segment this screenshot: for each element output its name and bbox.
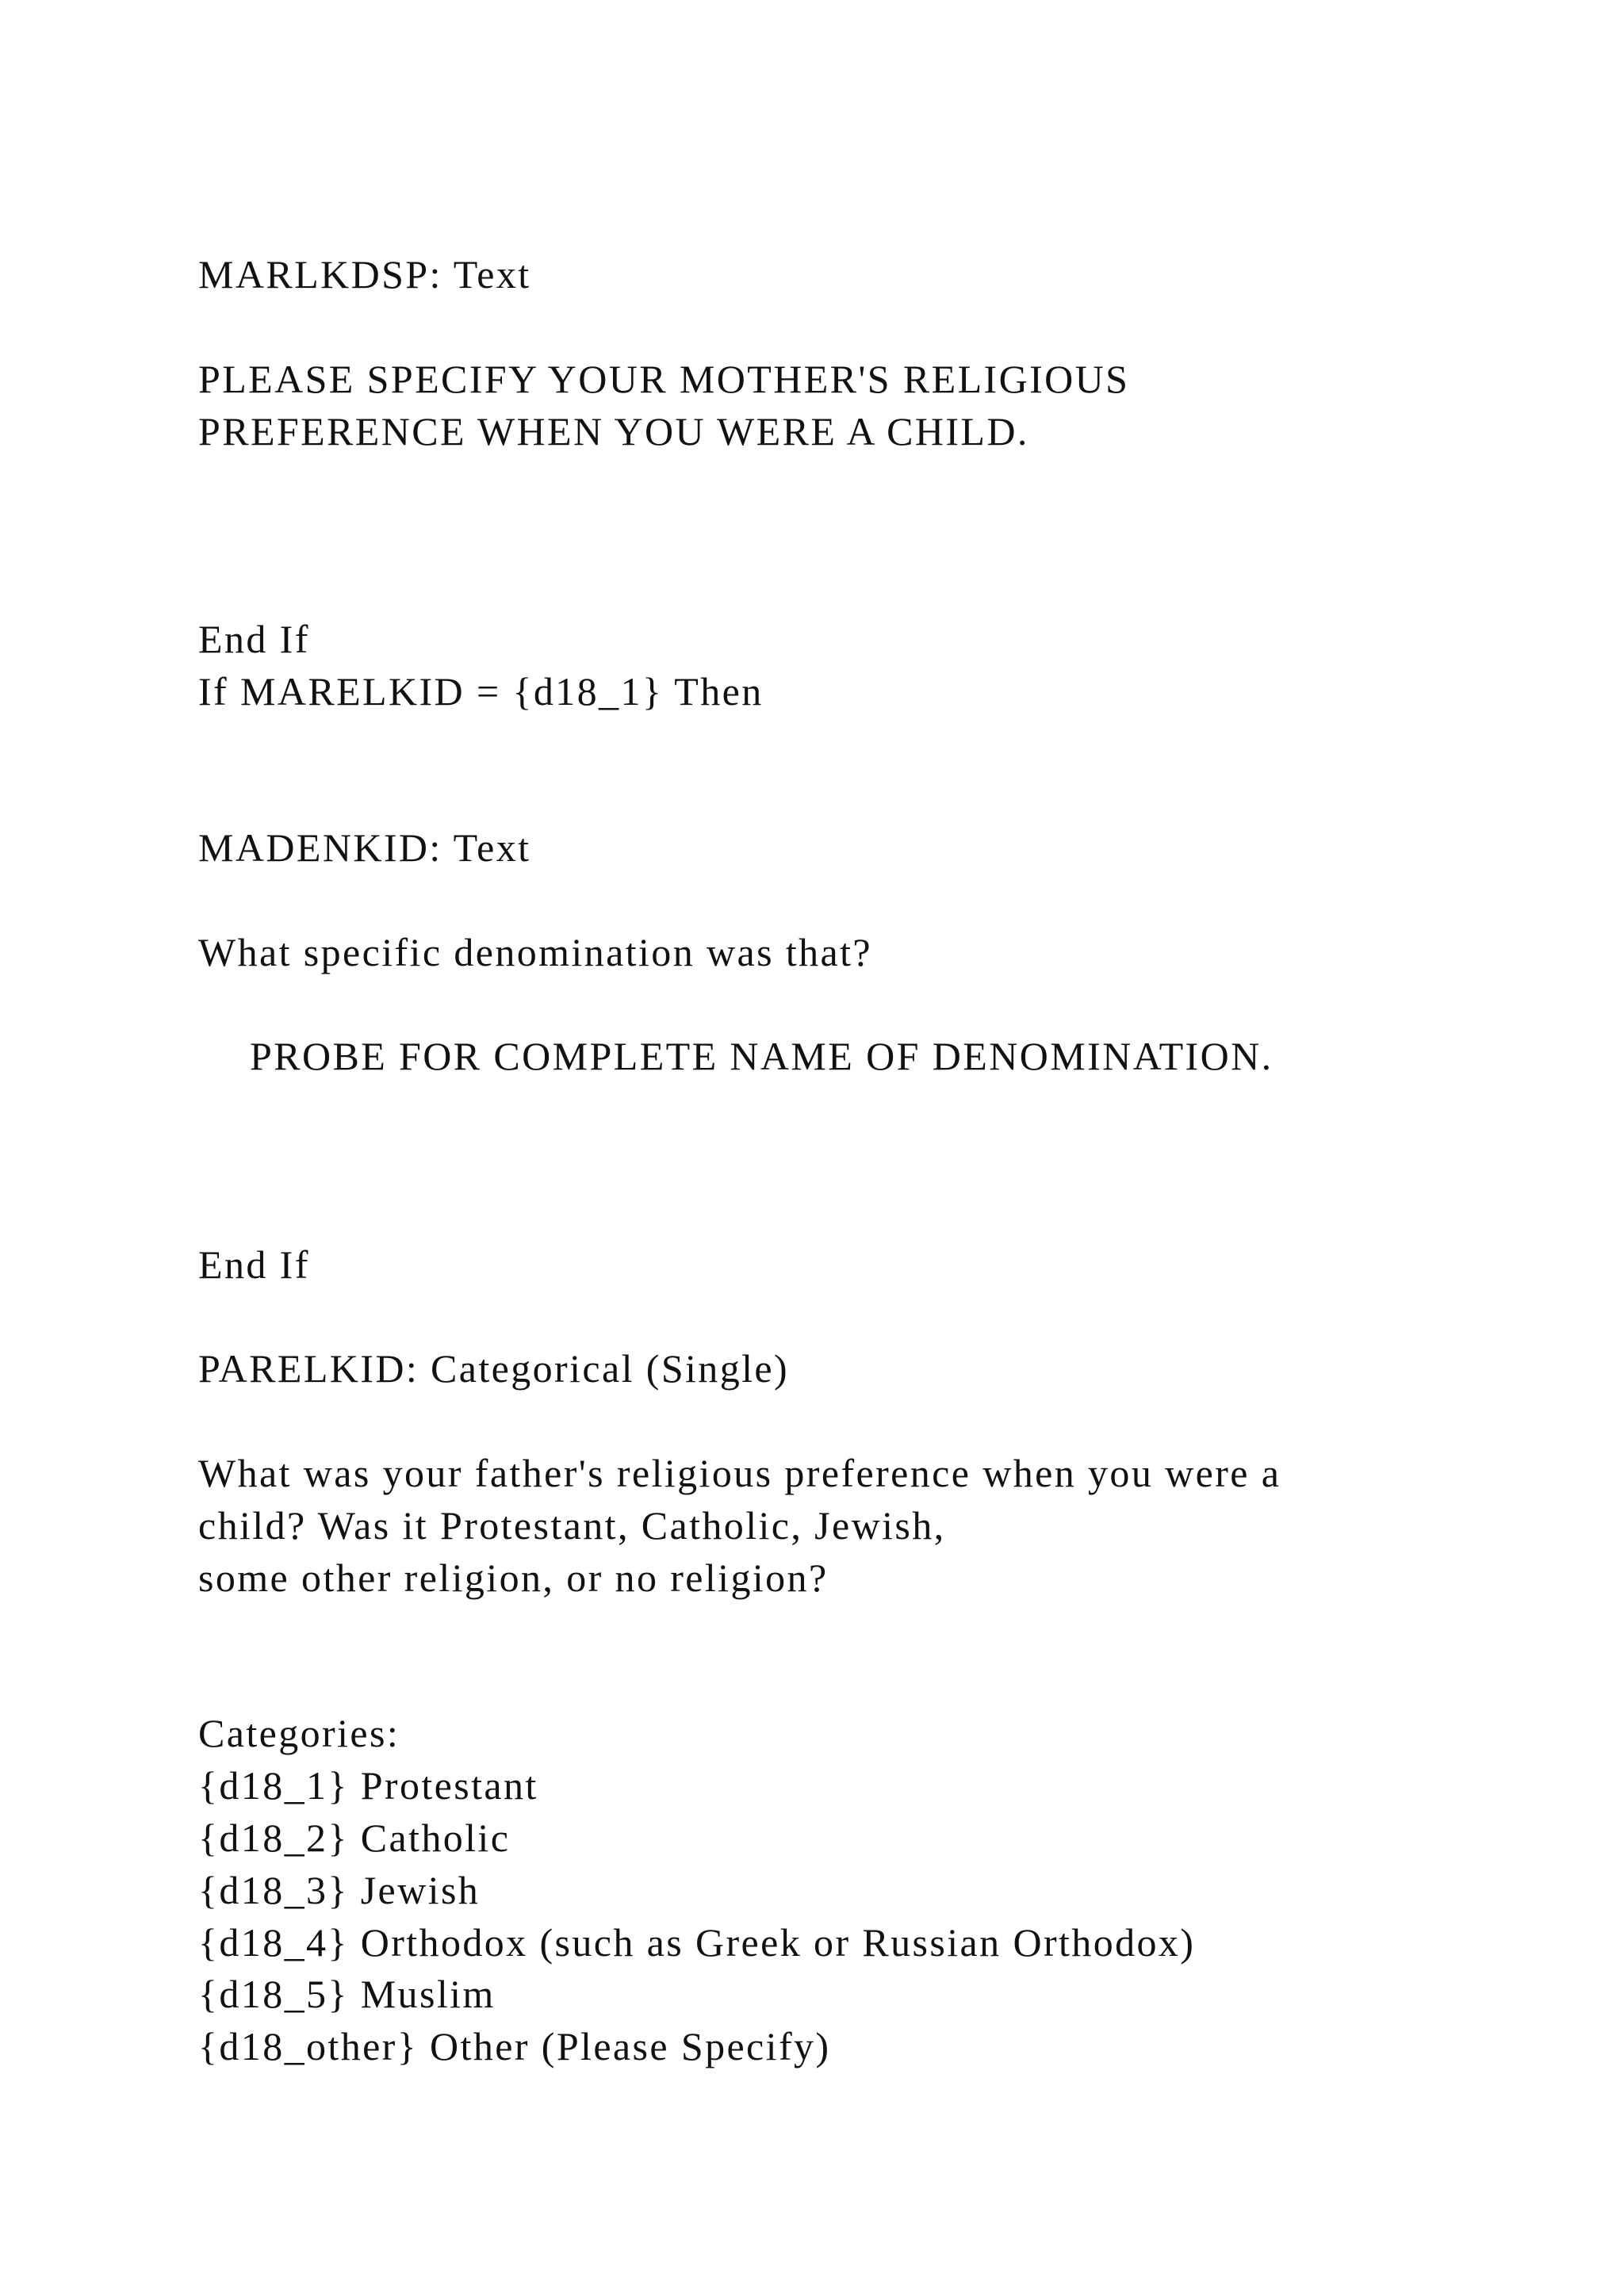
category-item: {d18_3} Jewish	[198, 1868, 481, 1912]
marlkdsp-question-line: PLEASE SPECIFY YOUR MOTHER'S RELIGIOUS	[198, 357, 1130, 401]
category-item: {d18_5} Muslim	[198, 1972, 496, 2016]
categories-label: Categories:	[198, 1711, 400, 1755]
madenkid-question: What specific denomination was that?	[198, 930, 873, 974]
category-item: {d18_4} Orthodox (such as Greek or Russian Orthodox)	[198, 1920, 1196, 1965]
parelkid-header: PARELKID: Categorical (Single)	[198, 1346, 790, 1391]
madenkid-probe: PROBE FOR COMPLETE NAME OF DENOMINATION.	[250, 1034, 1274, 1078]
category-item: {d18_other} Other (Please Specify)	[198, 2024, 831, 2068]
condition-statement: If MARELKID = {d18_1} Then	[198, 669, 764, 714]
parelkid-question-line: some other religion, or no religion?	[198, 1556, 829, 1600]
marlkdsp-question-line: PREFERENCE WHEN YOU WERE A CHILD.	[198, 409, 1029, 453]
parelkid-question-line: What was your father's religious preference when you were a	[198, 1451, 1281, 1495]
parelkid-question-line: child? Was it Protestant, Catholic, Jewish,	[198, 1503, 946, 1548]
madenkid-header: MADENKID: Text	[198, 825, 531, 870]
category-item: {d18_2} Catholic	[198, 1816, 511, 1860]
end-if: End If	[198, 617, 310, 661]
category-item: {d18_1} Protestant	[198, 1763, 538, 1808]
marlkdsp-header: MARLKDSP: Text	[198, 252, 531, 297]
end-if: End If	[198, 1242, 310, 1287]
